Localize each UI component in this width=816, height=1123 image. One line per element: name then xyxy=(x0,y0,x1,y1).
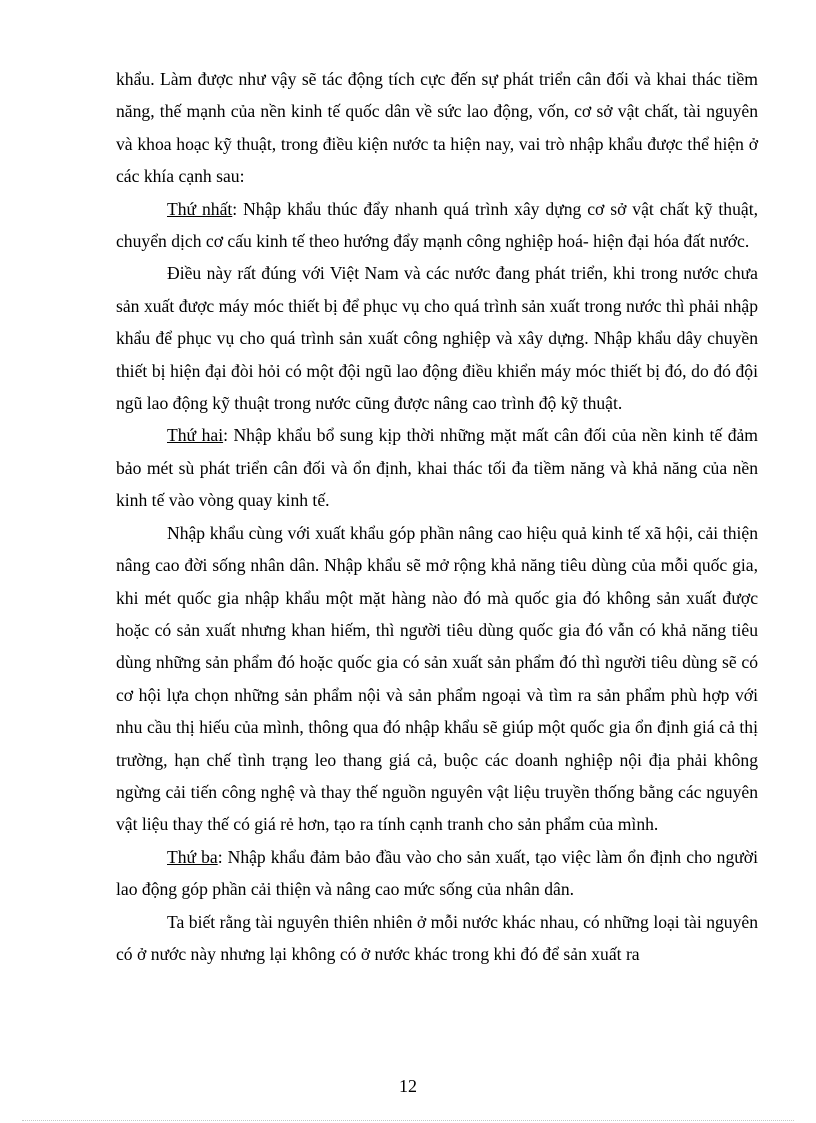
paragraph-intro xyxy=(116,63,758,193)
paragraph-text: khẩu. Làm được như vậy sẽ tác động tích cực đến sự phát triển cân đối và khai thác tiềm năng, thế mạnh của nền kinh tế quốc dân về sức lao động, vốn, cơ sở vật chất, tài nguyên và khoa hoạc kỹ thuật, trong điều kiện nước ta hiện nay, vai trò nhập khẩu được thể hiện ở các khía cạnh sau: xyxy=(116,69,758,187)
paragraph-natural-resources xyxy=(116,906,758,971)
point-label-first: Thứ nhất xyxy=(167,198,233,219)
paragraph-second-point xyxy=(116,419,758,516)
point-label-second: Thứ hai xyxy=(167,425,224,446)
page-number: 12 xyxy=(399,1076,417,1096)
paragraph-first-point xyxy=(116,193,758,258)
paragraph-text: : Nhập khẩu đảm bảo đầu vào cho sản xuất, tạo việc làm ổn định cho người lao động góp phần cải thiện và nâng cao mức sống của nhân dân. xyxy=(116,846,758,900)
paragraph-text: Điều này rất đúng với Việt Nam và các nước đang phát triển, khi trong nước chưa sản xuất được máy móc thiết bị để phục vụ cho quá trình sản xuất trong nước thì phải nhập khẩu để phục vụ cho quá trình sản xuất công nghiệp và xây dựng. Nhập khẩu dây chuyền thiết bị hiện đại đòi hỏi có một đội ngũ lao động điều khiển máy móc thiết bị đó, do đó đội ngũ lao động kỹ thuật trong nước cũng được nâng cao trình độ kỹ thuật. xyxy=(116,263,758,414)
paragraph-text: Ta biết rằng tài nguyên thiên nhiên ở mỗi nước khác nhau, có những loại tài nguyên có ở nước này nhưng lại không có ở nước khác trong khi đó để sản xuất ra xyxy=(116,911,758,964)
paragraph-third-point xyxy=(116,841,758,906)
paragraph-vietnam-context xyxy=(116,257,758,419)
body-text xyxy=(116,63,758,970)
paragraph-text: : Nhập khẩu bổ sung kịp thời những mặt mất cân đối của nền kinh tế đảm bảo mét sù phát triển cân đối và ổn định, khai thác tối đa tiềm năng và khả năng của nền kinh tế vào vòng quay kinh tế. xyxy=(116,425,758,511)
paragraph-import-export xyxy=(116,517,758,841)
paragraph-text: Nhập khẩu cùng với xuất khẩu góp phần nâng cao hiệu quả kinh tế xã hội, cải thiện nâng cao đời sống nhân dân. Nhập khẩu sẽ mở rộng khả năng tiêu dùng của mỗi quốc gia, khi mét quốc gia nhập khẩu một mặt hàng nào đó mà quốc gia đó không sản xuất được hoặc có sản xuất nhưng khan hiếm, thì người tiêu dùng quốc gia đó vẫn có khả năng tiêu dùng những sản phẩm đó hoặc quốc gia có sản xuất sản phẩm đó thì người tiêu dùng sẽ có cơ hội lựa chọn những sản phẩm nội và sản phẩm ngoại và tìm ra sản phẩm phù hợp với nhu cầu thị hiếu của mình, thông qua đó nhập khẩu sẽ giúp một quốc gia ổn định giá cả thị trường, hạn chế tình trạng leo thang giá cả, buộc các doanh nghiệp nội địa phải không ngừng cải tiến công nghệ và thay thế nguồn nguyên vật liệu truyền thống bằng các nguyên vật liệu thay thế có giá rẻ hơn, tạo ra tính cạnh tranh cho sản phẩm của mình. xyxy=(116,522,758,835)
page-bottom-divider xyxy=(22,1120,794,1121)
paragraph-text: : Nhập khẩu thúc đẩy nhanh quá trình xây dựng cơ sở vật chất kỹ thuật, chuyển dịch cơ cấu kinh tế theo hướng đẩy mạnh công nghiệp hoá- hiện đại hóa đất nước. xyxy=(116,198,758,252)
point-label-third: Thứ ba xyxy=(167,846,218,867)
